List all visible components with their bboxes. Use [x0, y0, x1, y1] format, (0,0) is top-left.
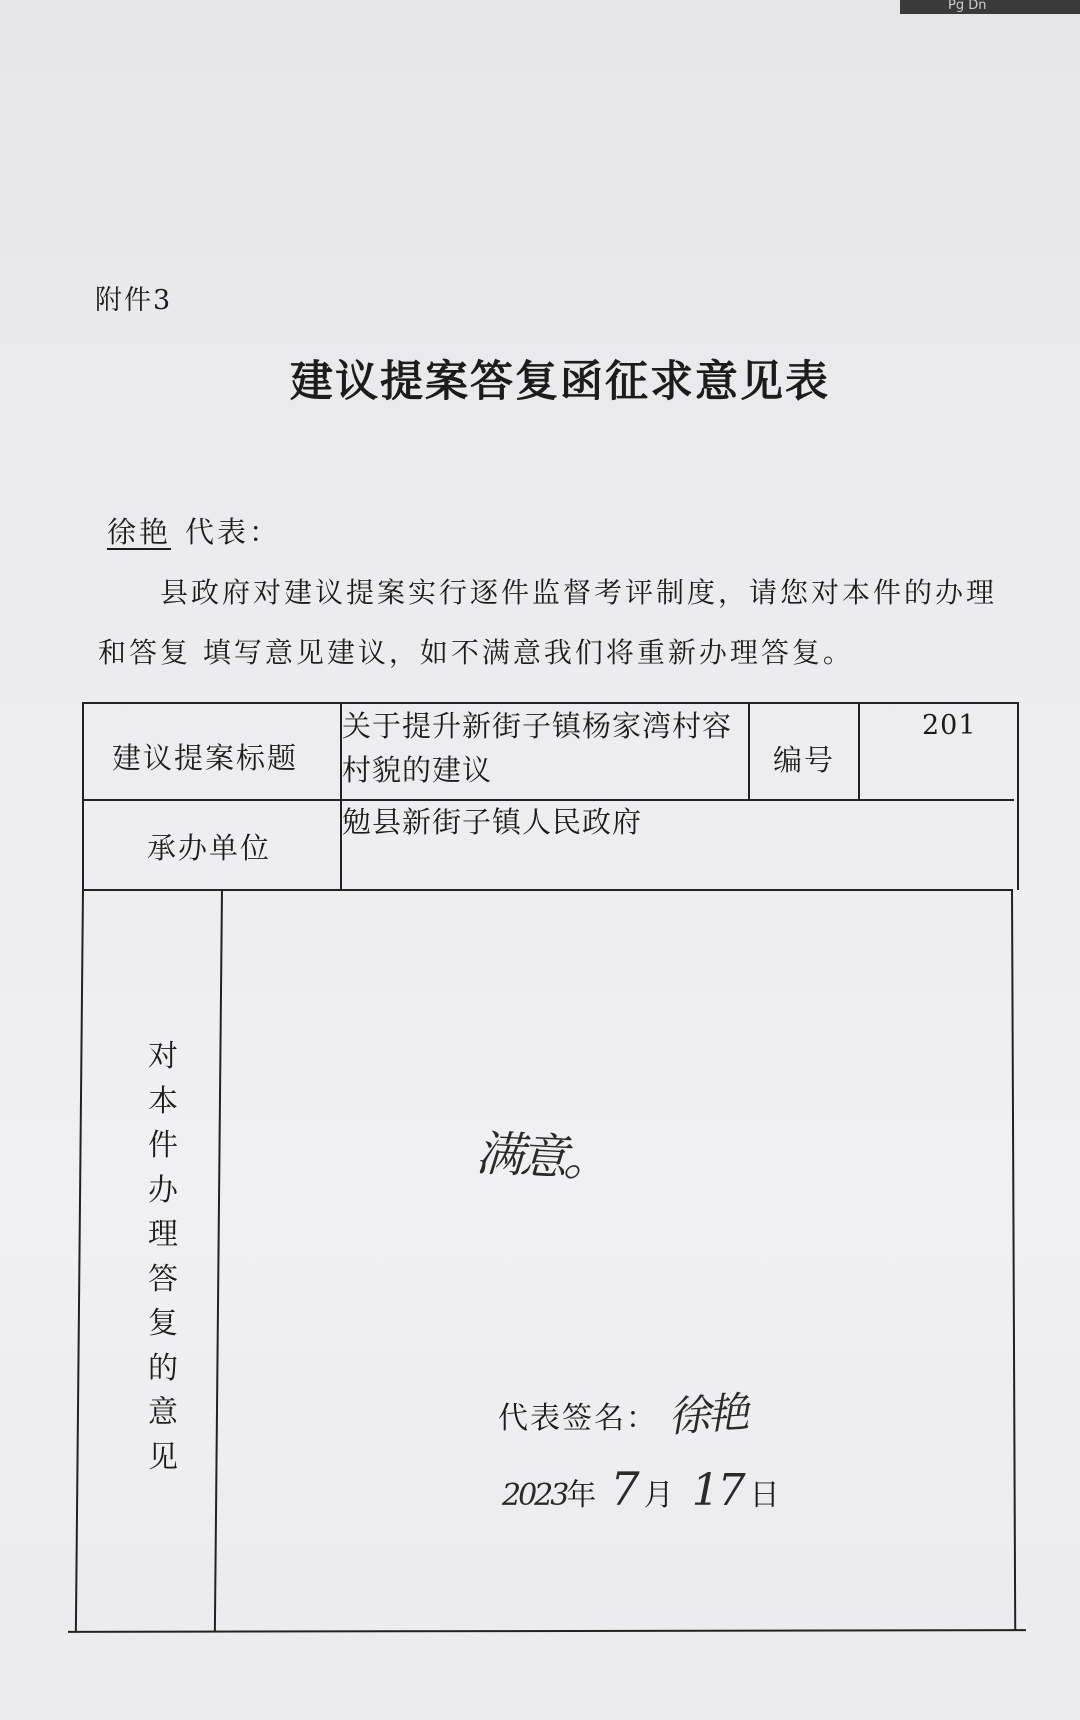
- representative-suffix: 代表：: [185, 515, 282, 549]
- number-label: 编号: [773, 743, 836, 777]
- opinion-label: 对本件办理答复的意见: [148, 1039, 178, 1475]
- representative-line: [107, 510, 281, 551]
- date-month-suffix: 月: [643, 1478, 674, 1513]
- date-year: 2023: [502, 1478, 567, 1513]
- table-column-divider: [214, 889, 223, 1631]
- table-left-border: [82, 702, 84, 890]
- handling-unit-value: 勉县新街子镇人民政府: [342, 805, 643, 839]
- handling-unit-label: 承办单位: [147, 831, 272, 865]
- proposal-title-value: 关于提升新街子镇杨家湾村容村貌的建议: [342, 709, 733, 787]
- keyboard-key-label: Pg Dn: [948, 0, 987, 13]
- date-day-suffix: 日: [749, 1478, 780, 1513]
- table-left-border-lower: [75, 889, 84, 1631]
- table-column-divider: [748, 702, 750, 800]
- table-column-divider: [858, 702, 860, 800]
- proposal-title-label: 建议提案标题: [112, 741, 299, 775]
- opinion-handwriting: 满意。: [474, 1125, 610, 1189]
- date-month: 7: [610, 1462, 640, 1516]
- document-title: 建议提案答复函征求意见表: [290, 357, 830, 407]
- date-year-suffix: 年: [566, 1478, 597, 1513]
- date-day: 17: [691, 1465, 744, 1516]
- table-right-border-lower: [1011, 889, 1016, 1631]
- attachment-label: 附件3: [95, 285, 173, 316]
- intro-paragraph: 县政府对建议提案实行逐件监督考评制度，请您对本件的办理和答复 填写意见建议，如不满意我们将重新办理答复。: [98, 576, 998, 669]
- number-value: 201: [922, 710, 977, 741]
- representative-name: 徐艳: [107, 515, 172, 549]
- signature-date: [502, 1462, 780, 1516]
- keyboard-edge: [900, 0, 1080, 14]
- table-bottom-border: [68, 1629, 1026, 1633]
- signature-handwriting: 徐艳: [666, 1387, 748, 1442]
- table-right-border: [1017, 702, 1019, 890]
- signature-label: 代表签名：: [498, 1401, 658, 1436]
